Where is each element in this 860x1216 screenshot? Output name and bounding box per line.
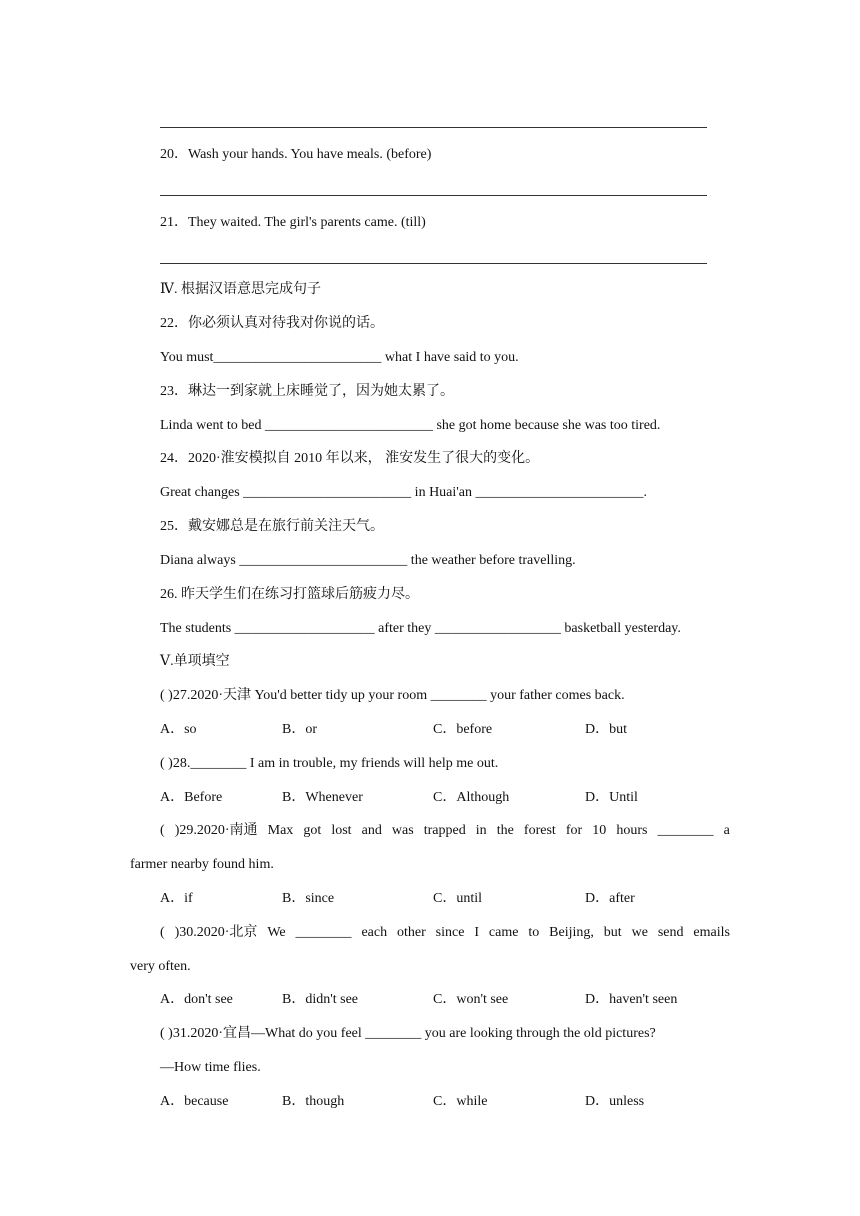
question-30-line-1: [160, 924, 730, 942]
question-20: 20．Wash your hands. You have meals. (before): [160, 147, 432, 162]
word: trapped: [423, 823, 466, 838]
option-a: A．don't see: [160, 992, 233, 1007]
question-27: ( )27.2020·天津 You'd better tidy up your room ________ your father comes back.: [160, 688, 625, 703]
word: got: [303, 823, 322, 838]
word: forest: [523, 823, 556, 838]
question-25-english: Diana always ________________________ the weather before travelling.: [160, 553, 576, 568]
question-30-line-2: very often.: [130, 959, 191, 974]
question-25-chinese: 25．戴安娜总是在旅行前关注天气。: [160, 519, 384, 534]
word: )30.2020·北京: [174, 925, 258, 940]
word: and: [361, 823, 382, 838]
option-d: D．after: [585, 891, 635, 906]
option-d: D．unless: [585, 1094, 645, 1109]
option-c: C．while: [433, 1094, 488, 1109]
answer-line-19: [160, 127, 707, 128]
word: was: [391, 823, 414, 838]
option-b: B．since: [282, 891, 335, 906]
section-4-title: Ⅳ. 根据汉语意思完成句子: [160, 282, 321, 297]
option-d: D．Until: [585, 790, 638, 805]
option-a: A．because: [160, 1094, 229, 1109]
word: Max: [267, 823, 294, 838]
question-24-english: Great changes ________________________ in Huai'an ________________________.: [160, 485, 648, 500]
question-29-line-1: [160, 822, 730, 840]
word: ________: [295, 925, 352, 940]
word: we: [631, 925, 648, 940]
option-c: C．won't see: [433, 992, 509, 1007]
word: came: [488, 925, 519, 940]
word: each: [361, 925, 388, 940]
word: to: [528, 925, 540, 940]
option-c: C．Although: [433, 790, 510, 805]
option-b: B．though: [282, 1094, 345, 1109]
question-28: ( )28.________ I am in trouble, my friends will help me out.: [160, 756, 499, 771]
section-5-title: Ⅴ.单项填空: [160, 654, 230, 669]
word: 10: [592, 823, 607, 838]
question-24-chinese: 24．2020·淮安模拟自 2010 年以来， 淮安发生了很大的变化。: [160, 451, 540, 466]
option-a: A．Before: [160, 790, 223, 805]
question-26-chinese: 26. 昨天学生们在练习打篮球后筋疲力尽。: [160, 587, 419, 602]
option-d: D．but: [585, 722, 627, 737]
word: other: [397, 925, 426, 940]
option-c: C．before: [433, 722, 493, 737]
word: send: [657, 925, 684, 940]
word: emails: [693, 925, 730, 940]
answer-line-21: [160, 263, 707, 264]
word: hours: [616, 823, 648, 838]
word: (: [160, 925, 165, 940]
word: since: [435, 925, 465, 940]
question-23-english: Linda went to bed ________________________ she got home because she was too tired.: [160, 418, 661, 433]
option-c: C．until: [433, 891, 483, 906]
question-22-chinese: 22．你必须认真对待我对你说的话。: [160, 316, 384, 331]
question-31-reply: —How time flies.: [160, 1060, 261, 1075]
word: ________: [657, 823, 714, 838]
word: )29.2020·南通: [174, 823, 258, 838]
option-a: A．if: [160, 891, 193, 906]
word: We: [267, 925, 286, 940]
word: (: [160, 823, 165, 838]
word: for: [565, 823, 583, 838]
option-a: A．so: [160, 722, 197, 737]
word: Beijing,: [549, 925, 594, 940]
option-d: D．haven't seen: [585, 992, 678, 1007]
question-31: ( )31.2020·宜昌—What do you feel ________ you are looking through the old pictures?: [160, 1026, 656, 1041]
answer-line-20: [160, 195, 707, 196]
question-23-chinese: 23．琳达一到家就上床睡觉了，因为她太累了。: [160, 384, 454, 399]
question-22-english: You must________________________ what I have said to you.: [160, 350, 519, 365]
option-b: B．didn't see: [282, 992, 359, 1007]
word: a: [723, 823, 730, 838]
option-b: B．Whenever: [282, 790, 363, 805]
word: in: [475, 823, 487, 838]
question-26-english: The students ____________________ after they __________________ basketball yesterday.: [160, 621, 681, 636]
word: I: [474, 925, 480, 940]
option-b: B．or: [282, 722, 317, 737]
question-29-line-2: farmer nearby found him.: [130, 857, 274, 872]
question-21: 21．They waited. The girl's parents came. (till): [160, 215, 426, 230]
word: but: [603, 925, 622, 940]
word: lost: [331, 823, 352, 838]
word: the: [496, 823, 514, 838]
